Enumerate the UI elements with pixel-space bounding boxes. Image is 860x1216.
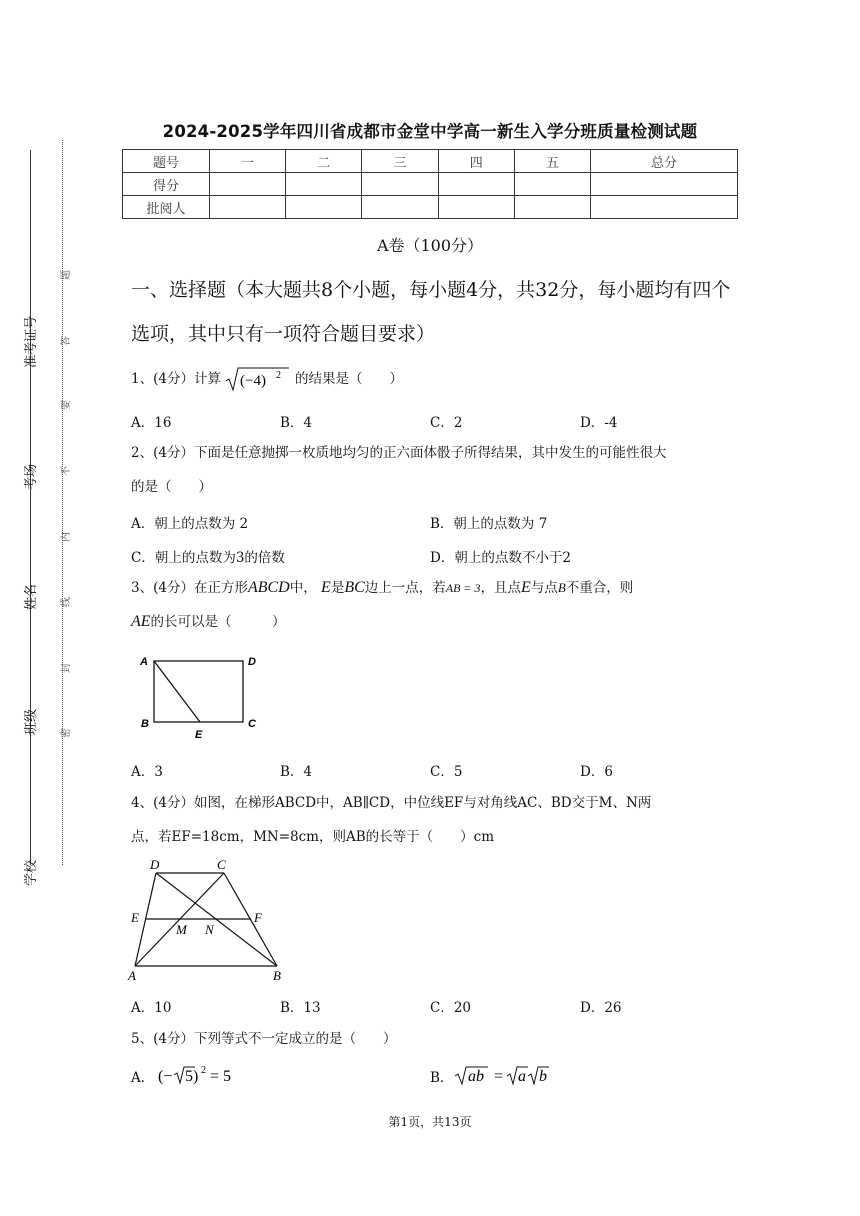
option: C．5 [430, 764, 463, 780]
page-footer: 第1页，共13页 [388, 1115, 472, 1129]
q3-text: ，且点 [480, 580, 522, 596]
fig-label: B [141, 718, 149, 730]
side-char: 要 [61, 400, 72, 410]
table-cell: 五 [514, 150, 590, 173]
trapezoid-figure [125, 855, 295, 985]
svg-text:5): 5) [185, 1068, 199, 1085]
question-1 [131, 366, 403, 392]
q3-math: BC [344, 579, 365, 596]
table-cell [514, 196, 590, 219]
section-heading: 一、选择题（本大题共8个小题，每小题4分，共32分，每小题均有四个选项，其中只有一项符合题目要求） [131, 279, 731, 345]
q1-suffix: 的结果是（ ） [294, 371, 403, 387]
option-a [131, 1064, 264, 1088]
fig-label: B [273, 968, 281, 983]
fig-label: E [131, 910, 139, 925]
question-4-line2: 点，若EF=18cm，MN=8cm，则AB的长等于（ ）cm [131, 829, 495, 845]
svg-text:= 5: = 5 [210, 1068, 232, 1085]
q3-math: AB = 3 [445, 581, 481, 595]
fig-label: N [205, 922, 214, 937]
svg-text:(−: (− [158, 1068, 173, 1085]
fig-label: C [217, 857, 226, 872]
side-label-school: 学校 [24, 859, 39, 886]
side-char: 封 [61, 663, 72, 673]
fig-label: C [248, 718, 256, 730]
q3-text: 边上一点，若 [364, 580, 446, 596]
table-cell: 批阅人 [123, 196, 210, 219]
q1-prefix: 1、(4分）计算 [131, 371, 221, 387]
svg-text:a: a [518, 1068, 527, 1085]
option: C．2 [430, 415, 463, 431]
option: B．4 [280, 764, 313, 780]
q3-text: 中， [289, 580, 317, 596]
q3-math: B [557, 580, 566, 595]
option: C．朝上的点数为3的倍数 [131, 550, 285, 566]
question-5-line1: 5、(4分）下列等式不一定成立的是（ ） [131, 1031, 397, 1047]
side-label-id: 准考证号 [24, 315, 39, 368]
question-2-line1: 2、(4分）下面是任意抛掷一枚质地均匀的正六面体骰子所得结果，其中发生的可能性很大 [131, 445, 667, 461]
question-4-line1: 4、(4分）如图，在梯形ABCD中，AB∥CD，中位线EF与对角线AC、BD交于M、N两 [131, 795, 652, 811]
q3-text: 不重合，则 [565, 580, 634, 596]
table-cell: 三 [362, 150, 438, 173]
table-cell: 四 [438, 150, 514, 173]
question-3-line2 [131, 612, 286, 632]
table-cell [362, 173, 438, 196]
option: C．20 [430, 1000, 472, 1016]
table-cell: 得分 [123, 173, 210, 196]
option: A．16 [131, 415, 172, 431]
fig-label: D [150, 857, 160, 872]
table-cell [438, 173, 514, 196]
svg-text:ab: ab [468, 1068, 485, 1085]
fig-label: E [195, 729, 203, 740]
question-3-line1 [131, 578, 633, 598]
option: D．26 [580, 1000, 622, 1016]
svg-text:b: b [539, 1068, 548, 1085]
option-label: B． [430, 1070, 454, 1086]
side-char: 线 [61, 597, 72, 607]
table-cell [591, 173, 738, 196]
volume-heading: A卷（100分） [376, 236, 484, 255]
option: D．6 [580, 764, 613, 780]
option: A．10 [131, 1000, 172, 1016]
table-cell [362, 196, 438, 219]
fig-label: A [128, 968, 136, 983]
side-char: 题 [61, 270, 72, 280]
side-label-class: 班级 [24, 708, 39, 735]
table-row [123, 173, 738, 196]
q3-math: AE [131, 613, 151, 630]
svg-text:2: 2 [201, 1065, 207, 1076]
side-label-room: 考场 [24, 463, 39, 490]
table-cell: 二 [286, 150, 362, 173]
table-cell: 总分 [591, 150, 738, 173]
exam-title: 2024-2025学年四川省成都市金堂中学高一新生入学分班质量检测试题 [162, 122, 698, 141]
table-row [123, 150, 738, 173]
question-2-line2: 的是（ ） [131, 479, 212, 495]
table-cell [286, 173, 362, 196]
side-char: 内 [61, 532, 72, 542]
score-table [122, 149, 738, 219]
math-expression [453, 1064, 563, 1088]
option: D．朝上的点数不小于2 [430, 550, 571, 566]
table-cell [210, 173, 286, 196]
q3-math: E [521, 579, 531, 596]
side-char: 密 [61, 728, 72, 738]
side-char: 答 [61, 336, 72, 346]
side-char: 不 [61, 466, 72, 476]
fig-label: D [248, 656, 256, 668]
q3-math: E [321, 579, 331, 596]
option-label: A． [131, 1070, 155, 1086]
option: D．-4 [580, 415, 618, 431]
table-cell [286, 196, 362, 219]
table-cell: 题号 [123, 150, 210, 173]
svg-text:=: = [494, 1068, 504, 1085]
q3-text: 与点 [530, 580, 558, 596]
q3-text: 3、(4分）在正方形 [131, 580, 248, 596]
svg-text:2: 2 [275, 370, 281, 381]
table-cell [514, 173, 590, 196]
square-figure [132, 650, 272, 740]
fig-label: A [140, 656, 148, 668]
option-b [430, 1064, 563, 1088]
option: A．3 [131, 764, 163, 780]
svg-text:(−4): (−4) [239, 373, 266, 389]
fig-label: F [254, 910, 262, 925]
option: A．朝上的点数为 2 [131, 516, 249, 532]
table-cell: 一 [210, 150, 286, 173]
q3-text: 的长可以是（ ） [150, 614, 286, 630]
table-cell [210, 196, 286, 219]
table-cell [438, 196, 514, 219]
option: B．朝上的点数为 7 [430, 516, 548, 532]
table-cell [591, 196, 738, 219]
fig-label: M [176, 922, 187, 937]
table-row [123, 196, 738, 219]
q3-math: ABCD [247, 579, 290, 596]
option: B．13 [280, 1000, 321, 1016]
math-expression [154, 1064, 264, 1088]
sqrt-expression [225, 366, 291, 392]
side-label-name: 姓名 [24, 583, 39, 610]
option: B．4 [280, 415, 313, 431]
side-blank-line [30, 150, 31, 865]
q3-text: 是 [330, 580, 345, 596]
